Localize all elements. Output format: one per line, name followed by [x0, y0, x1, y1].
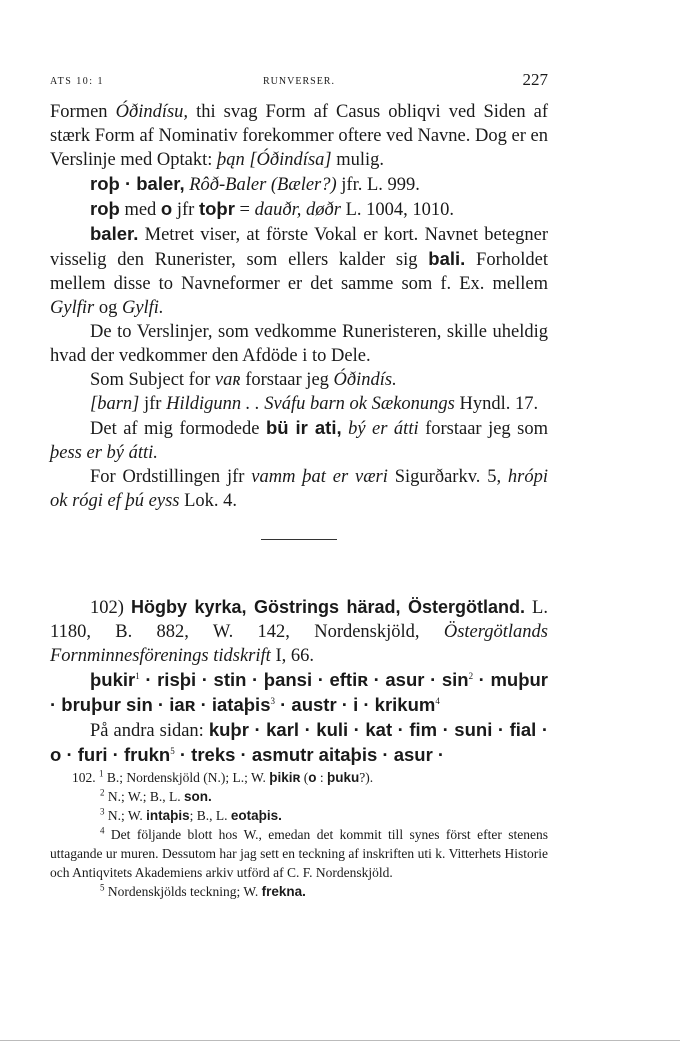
- text: De to Verslinjer, som vedkomme Runeristeren, skille uheldig hvad der vedkommer den Afdöde i to Dele.: [50, 322, 548, 366]
- text: For Ordstillingen jfr: [90, 467, 252, 487]
- rune-transliteration: baler.: [90, 223, 139, 244]
- footnote-1: [50, 768, 548, 787]
- page-number: 227: [522, 70, 548, 89]
- text: Metret viser, at förste Vokal er kort. Navnet betegner visselig den Runerister, som ellers kalder sig: [50, 225, 548, 270]
- rune-transliteration: frekna.: [261, 884, 306, 899]
- rune-transliteration: · muþur · bruþur sin · iaʀ · iataþis: [50, 669, 548, 715]
- paragraph-subject: [50, 368, 548, 392]
- rune-transliteration: · treks · asmutr aitaþis · asur ·: [174, 744, 445, 765]
- rune-transliteration: o: [308, 770, 317, 785]
- paragraph-formodede: [50, 416, 548, 465]
- rune-transliteration: roþ · baler,: [90, 173, 185, 194]
- rune-transliteration: þuku: [327, 770, 360, 785]
- header-title: RUNVERSER.: [263, 76, 335, 87]
- rune-transliteration: kuþr · karl · kuli · kat · fim · suni · fial · o · furi · frukn: [50, 719, 548, 765]
- text: L. 1004, 1010.: [340, 200, 455, 220]
- rune-transliteration: intaþis: [146, 808, 190, 823]
- rune-transliteration: eotaþis.: [230, 808, 282, 823]
- footnote-number: 3: [100, 806, 105, 817]
- rune-transliteration: þukir: [90, 669, 136, 690]
- text: Det följande blott hos W., emedan det kommit till synes först efter stenens uttagande ur muren. Dessutom har jag sett en teckning af inskriften uti k. Vitterhets Historie och Antiqvitets Akademiens arkiv utförd af C. F. Nordenskjöld.: [50, 827, 548, 880]
- italic-text: þess er bý átti.: [50, 443, 158, 463]
- section-title: Högby kyrka, Göstrings härad, Östergötland.: [131, 597, 525, 617]
- text: Hyndl. 17.: [454, 394, 539, 414]
- text: jfr: [139, 394, 167, 414]
- text: forstaar jeg: [240, 370, 334, 390]
- italic-text: hrópi ok rógi ef þú eyss: [50, 467, 548, 511]
- italic-text: þąn [Óðindísa]: [216, 150, 332, 170]
- footnote-3: [50, 806, 548, 825]
- text: L. 1180, B. 882, W. 142, Nordenskjöld,: [50, 598, 548, 642]
- italic-text: Östergötlands Fornminnesförenings tidskrift: [50, 622, 548, 666]
- rune-transliteration: · risþi · stin · þansi · eftiʀ · asur · sin: [139, 669, 469, 690]
- text: Det af mig formodede: [90, 419, 266, 439]
- footnote-5: [50, 882, 548, 901]
- italic-text: vamm þat er væri: [251, 467, 388, 487]
- header-left: ATS 10: 1: [50, 76, 105, 87]
- text: og: [94, 298, 122, 318]
- text: =: [234, 200, 255, 220]
- footnote-4: [50, 825, 548, 882]
- italic-text: Gylfir: [50, 298, 95, 318]
- italic-text: Óðindís.: [333, 370, 397, 390]
- spacer: [50, 540, 548, 595]
- text: ?).: [359, 770, 374, 785]
- italic-text: Hildigunn . . Sváfu barn ok Sækonungs: [166, 394, 455, 414]
- rune-transliteration: roþ: [90, 198, 120, 219]
- italic-text: [barn]: [90, 394, 140, 414]
- text: :: [316, 770, 328, 785]
- section-number: 102): [90, 598, 124, 618]
- rune-inscription-side-a: [50, 668, 548, 718]
- text: N.; W.; B., L.: [104, 789, 185, 804]
- text: ; B., L.: [189, 808, 231, 823]
- italic-text: Óðindísu,: [115, 102, 189, 122]
- paragraph-ordstilling: [50, 465, 548, 513]
- italic-text: dauðr, døðr: [254, 200, 341, 220]
- text: med: [119, 200, 161, 220]
- footnote-number: 1: [99, 768, 104, 779]
- italic-text: Gylfi.: [121, 298, 164, 318]
- text: Forholdet mellem disse to Navneformer er det samme som f. Ex. mellem: [50, 250, 548, 294]
- text: På andra sidan:: [90, 721, 209, 741]
- rune-transliteration: son.: [184, 789, 212, 804]
- paragraph-baler: [50, 222, 548, 320]
- section-102-heading: [50, 595, 548, 668]
- text: Sigurðarkv. 5,: [387, 467, 508, 487]
- text: jfr: [172, 200, 199, 220]
- italic-text: bý er átti: [348, 419, 419, 439]
- text: jfr. L. 999.: [336, 175, 420, 195]
- footnotes: [50, 768, 548, 901]
- page-edge-line: [0, 1040, 680, 1041]
- running-header: [50, 70, 548, 94]
- rune-transliteration: bali.: [428, 248, 466, 269]
- rune-inscription-side-b: [50, 718, 548, 768]
- text: I, 66.: [270, 646, 314, 666]
- italic-text: vaʀ: [214, 370, 241, 390]
- footnote-number: 5: [100, 882, 105, 893]
- text: Som Subject for: [90, 370, 215, 390]
- footnote-ref[interactable]: 5: [170, 745, 175, 756]
- footnote-section: 102.: [72, 770, 99, 785]
- footnote-ref[interactable]: 4: [435, 695, 440, 706]
- text: Lok. 4.: [179, 491, 238, 511]
- text: Nordenskjölds teckning; W.: [104, 884, 262, 899]
- text: N.; W.: [104, 808, 147, 823]
- text: (: [300, 770, 309, 785]
- text: thi svag Form af Casus obliqvi ved Siden af stærk Form af Nominativ forekommer oftere ved Navne. Dog er en Verslinje med Optakt:: [50, 102, 548, 170]
- footnote-ref[interactable]: 2: [468, 670, 474, 681]
- italic-text: Rôð-Baler (Bæler?): [189, 175, 337, 195]
- line-rod-baler: [50, 172, 548, 197]
- rune-transliteration: · austr · i · krikum: [274, 694, 436, 715]
- rune-transliteration: þikiʀ: [269, 770, 301, 785]
- footnote-ref[interactable]: 3: [270, 695, 275, 706]
- main-text: [50, 100, 548, 768]
- text: forstaar jeg som: [418, 419, 548, 439]
- rune-transliteration: toþr: [198, 198, 235, 219]
- footnote-number: 4: [100, 825, 105, 836]
- paragraph-de-to: [50, 320, 548, 368]
- rune-transliteration: o: [160, 198, 173, 219]
- rune-transliteration: bü ir ati,: [265, 417, 342, 438]
- text: B.; Nordenskjöld (N.); L.; W.: [103, 770, 270, 785]
- footnote-2: [50, 787, 548, 806]
- paragraph-barn: [50, 392, 548, 416]
- text: mulig.: [331, 150, 385, 170]
- line-rod-med: [50, 197, 548, 222]
- footnote-ref[interactable]: 1: [135, 670, 140, 681]
- text: Formen: [50, 102, 116, 122]
- footnote-number: 2: [100, 787, 105, 798]
- paragraph-formen: [50, 100, 548, 172]
